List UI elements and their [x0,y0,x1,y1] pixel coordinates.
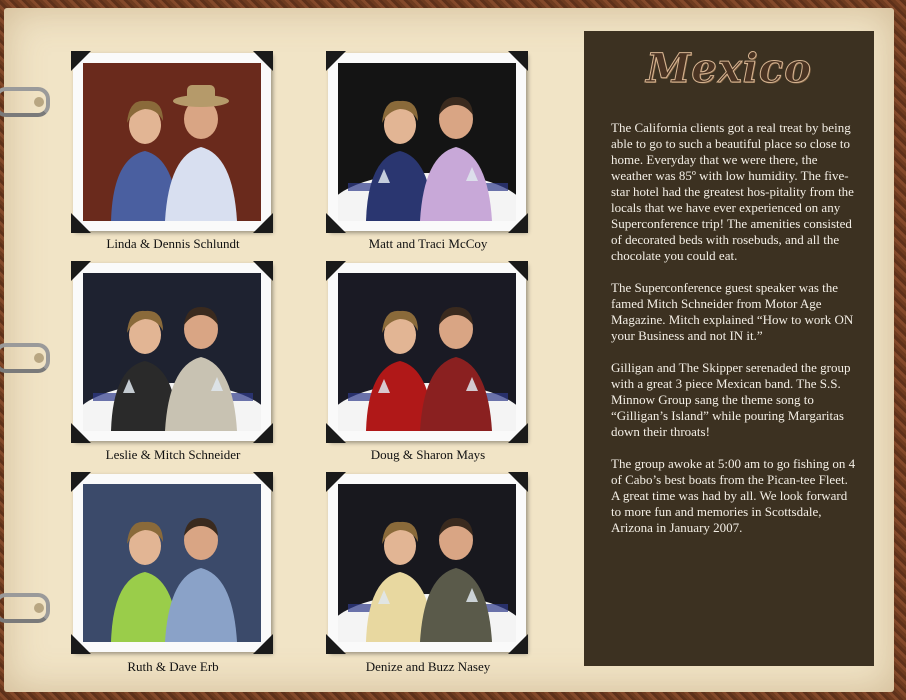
photo-5 [73,474,271,652]
story-panel [584,31,874,666]
paragraph: The California clients got a real treat by being able to go to such a beautiful place so close to home. Everyday that we were there, the weather was 85º with low humidity. The five-star hotel had the greatest hos-pitality from the locals that we have ever experienced on any Superconference trip! The amenities consisted of decorated beds with rosebuds, and all the chocolate you could eat. [611,120,854,263]
photo-corner [326,213,346,233]
photo-caption: Matt and Traci McCoy [368,236,488,251]
photo-4 [328,263,526,441]
binder-ring [0,87,50,117]
photo-corner [508,423,528,443]
binder-ring [0,593,50,623]
photo-image [83,273,261,431]
photo-corner [71,51,91,71]
photo-corner [508,51,528,71]
photo-svg [338,273,516,431]
photo-corner [326,51,346,71]
photo-corner [326,261,346,281]
photo-corner [253,51,273,71]
photo-corner [71,472,91,492]
story-text [611,120,856,552]
photo-1 [73,53,271,231]
photo-image [83,484,261,642]
paragraph: The group awoke at 5:00 am to go fishing on 4 of Cabo’s best boats from the Pican-tee Fleet. A great time was had by all. We look forward to more fun and memories in Scottsdale, Arizona in January 2007. [611,456,856,535]
photo-corner [253,423,273,443]
photo-svg [338,63,516,221]
photo-corner [71,423,91,443]
photo-caption: Linda & Dennis Schlundt [106,236,240,251]
photo-image [338,273,516,431]
photo-corner [71,213,91,233]
photo-corner [253,472,273,492]
photo-corner [253,634,273,654]
photo-corner [508,261,528,281]
photo-3 [73,263,271,441]
paragraph: Gilligan and The Skipper serenaded the group with a great 3 piece Mexican band. The S.S. Minnow Group sang the theme song to “Gilligan’s Island” while pouring Margaritas down their throats! [611,360,851,439]
photo-corner [326,634,346,654]
photo-svg [338,484,516,642]
photo-svg [83,273,261,431]
photo-corner [253,213,273,233]
photo-2 [328,53,526,231]
photo-corner [326,472,346,492]
photo-caption: Denize and Buzz Nasey [365,659,491,674]
photo-caption: Ruth & Dave Erb [127,659,219,674]
photo-corner [508,634,528,654]
photo-corner [71,261,91,281]
paragraph: The Superconference guest speaker was the famed Mitch Schneider from Motor Age Magazine. Mitch explained “How to work ON your Business and not IN it.” [611,280,854,343]
photo-corner [71,634,91,654]
photo-corner [508,472,528,492]
binder-ring [0,343,50,373]
photo-svg [83,484,261,642]
page-title: Mexico [646,45,812,92]
photo-image [338,63,516,221]
photo-image [338,484,516,642]
photo-svg [83,63,261,221]
photo-image [83,63,261,221]
photo-corner [253,261,273,281]
photo-corner [326,423,346,443]
photo-caption: Doug & Sharon Mays [370,447,486,462]
photo-6 [328,474,526,652]
photo-corner [508,213,528,233]
photo-caption: Leslie & Mitch Schneider [105,447,241,462]
hat-crown [187,85,215,101]
